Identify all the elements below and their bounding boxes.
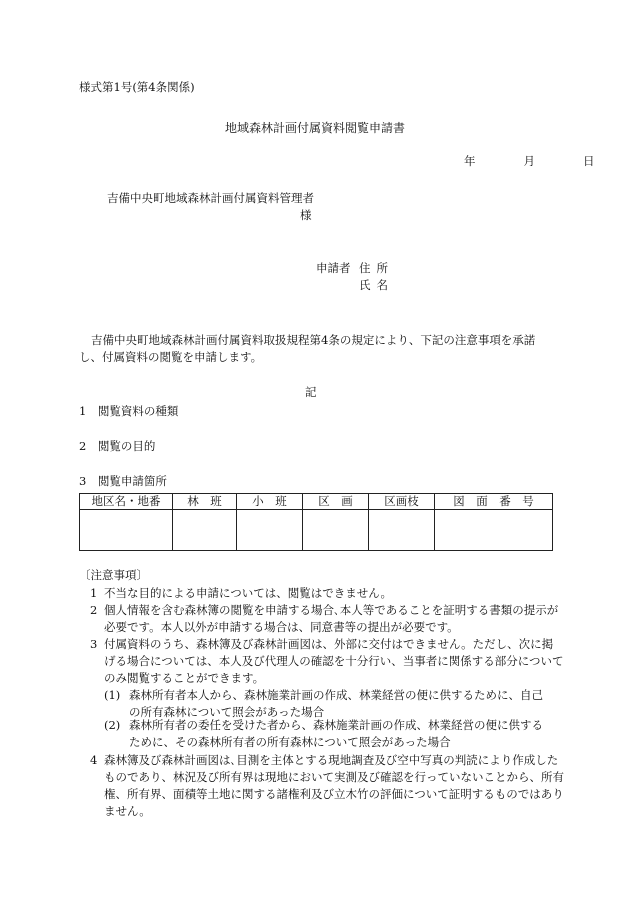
notes-heading: 〔注意事項〕 [79, 568, 148, 582]
header-forest-compartment: 林 班 [173, 494, 237, 510]
cell-sub-compartment[interactable] [237, 510, 303, 551]
address-label: 住所 [359, 261, 394, 275]
date-line [440, 155, 595, 169]
date-day-label: 日 [583, 154, 595, 168]
name-label: 氏名 [359, 278, 394, 292]
note-number: 3 [90, 637, 98, 651]
table-row [80, 510, 553, 551]
table-header-row [80, 494, 553, 510]
item-document-type: 1 閲覧資料の種類 [79, 404, 179, 418]
note-number: 2 [90, 603, 98, 617]
header-section: 区 画 [303, 494, 369, 510]
note-text: 付属資料のうち、森林簿及び森林計画図は、外部に交付はできません。ただし、次に掲げる場合については、本人及び代理人の確認を十分行い、当事者に関係する部分についてのみ閲覧することができます。 [104, 637, 564, 685]
cell-section[interactable] [303, 510, 369, 551]
date-month-label: 月 [523, 154, 535, 168]
note-number: 4 [90, 753, 98, 767]
item-location: 3 閲覧申請箇所 [79, 474, 167, 488]
header-district: 地区名・地番 [80, 494, 173, 510]
cell-forest-compartment[interactable] [173, 510, 237, 551]
note-3 [90, 636, 564, 687]
note-text: 森林所有者の委任を受けた者から、森林施業計画の作成、林業経営の便に供するために、その森林所有者の所有森林について照会があった場合 [129, 718, 543, 749]
note-text: 森林所有者本人から、森林施業計画の作成、林業経営の便に供するために、自己の所有森林について照会があった場合 [129, 688, 543, 719]
note-number: 1 [90, 586, 98, 600]
note-3-sub-2 [104, 717, 549, 751]
note-text: 個人情報を含む森林簿の閲覧を申請する場合､本人等であることを証明する書類の提示が必要です。本人以外が申請する場合は、同意書等の提出が必要です。 [104, 603, 559, 634]
note-number: (1) [104, 688, 121, 702]
honorific: 様 [300, 208, 312, 222]
applicant-label: 申請者 [316, 261, 351, 275]
header-drawing-number: 図 面 番 号 [435, 494, 553, 510]
header-sub-compartment: 小 班 [237, 494, 303, 510]
application-statement: 吉備中央町地域森林計画付属資料取扱規程第4条の規定により、下記の注意事項を承諾し、付属資料の閲覧を申請します。 [79, 333, 536, 364]
note-3-sub-1 [104, 687, 549, 721]
document-title: 地域森林計画付属資料閲覧申請書 [224, 121, 405, 135]
form-number: 様式第1号(第4条関係) [79, 80, 195, 94]
note-4 [90, 752, 564, 820]
note-1 [90, 585, 564, 602]
cell-section-branch[interactable] [369, 510, 435, 551]
cell-drawing-number[interactable] [435, 510, 553, 551]
location-table [79, 493, 553, 551]
addressee: 吉備中央町地域森林計画付属資料管理者 [107, 191, 314, 205]
note-2 [90, 602, 564, 636]
note-number: (2) [104, 718, 121, 732]
note-text: 森林簿及び森林計画図は､目測を主体とする現地調査及び空中写真の判読により作成したものであり、林況及び所有界は現地において実測及び確認を行っていないことから、所有権、所有界、面積等土地に関する諸権利及び立木竹の評価について証明するものではありません。 [104, 753, 564, 818]
cell-district[interactable] [80, 510, 173, 551]
header-section-branch: 区画枝 [369, 494, 435, 510]
ki-heading: 記 [305, 385, 317, 399]
item-purpose: 2 閲覧の目的 [79, 439, 156, 453]
date-year-label: 年 [464, 154, 476, 168]
note-text: 不当な目的による申請については、閲覧はできません。 [104, 586, 392, 600]
